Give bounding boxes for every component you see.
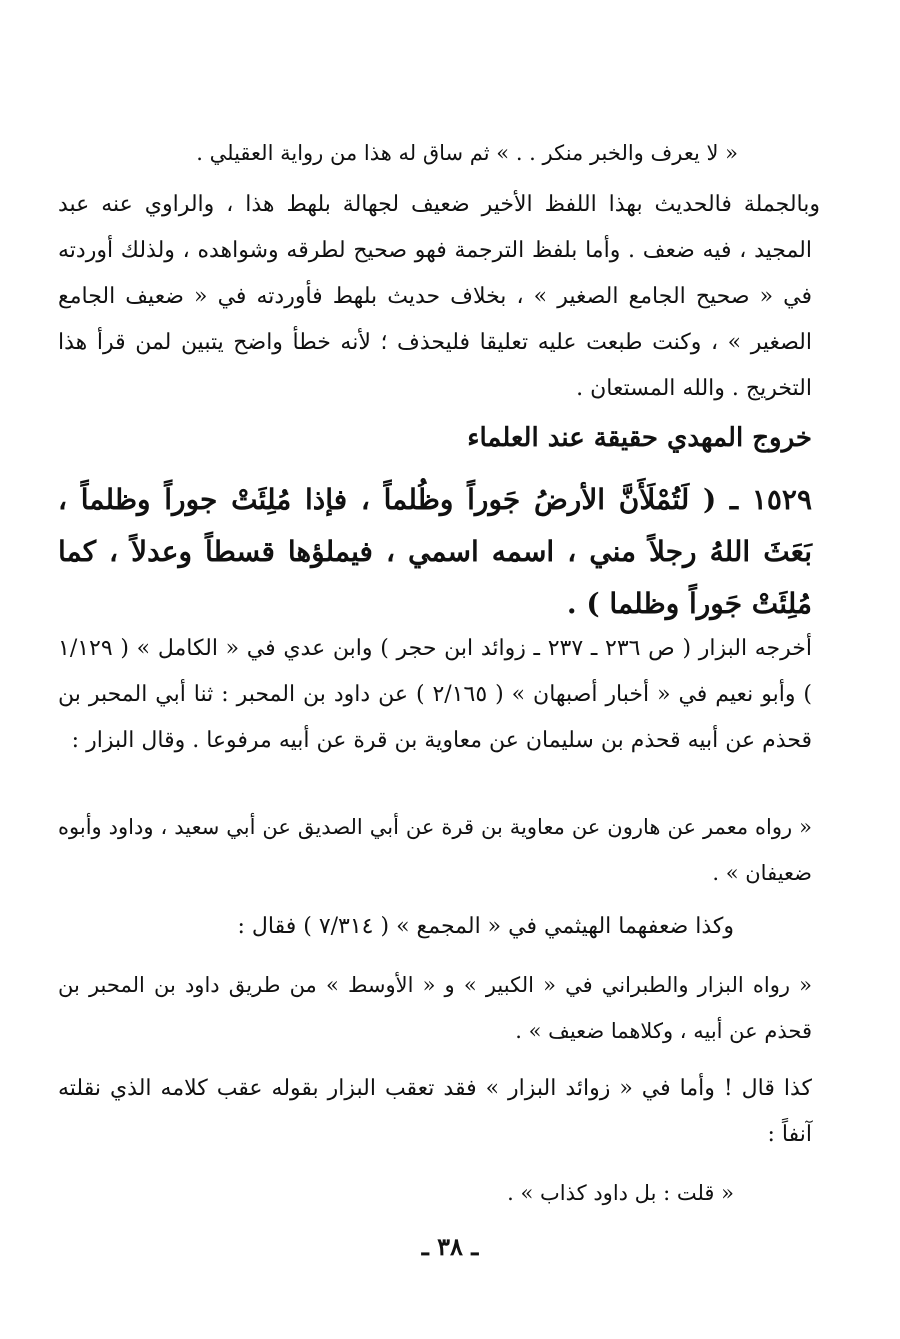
- paragraph-takhrij: أخرجه البزار ( ص ٢٣٦ ـ ٢٣٧ ـ زوائد ابن حجر ) وابن عدي في « الكامل » ( ١/١٢٩ ) وأبو نعيم في « أخبار أصبهان » ( ٢/١٦٥ ) عن داود بن المحبر : ثنا أبي المحبر بن قحذم عن أبيه قحذم بن سليمان عن معاوية بن قرة عن أبيه مرفوعا . وقال البزار :: [58, 636, 812, 753]
- hadith-text: ١٥٢٩ ـ ( لَتُمْلَأَنَّ الأرضُ جَوراً وظُلماً ، فإذا مُلِئَتْ جوراً وظلماً ، بَعَثَ اللهُ رجلاً مني ، اسمه اسمي ، فيملؤها قسطاً وعدلاً ، كما مُلِئَتْ جَوراً وظلما ) .: [58, 483, 812, 620]
- paragraph-conclusion: وبالجملة فالحديث بهذا اللفظ الأخير ضعيف لجهالة بلهط هذا ، والراوي عنه عبد المجيد ، فيه ضعف . وأما بلفظ الترجمة فهو صحيح لطرقه وشواهده ، ولذلك أوردته في « صحيح الجامع الصغير » ، بخلاف حديث بلهط فأوردته في « ضعيف الجامع الصغير » ، وكنت طبعت عليه تعليقا فليحذف ؛ لأنه خطأ واضح يتبين لمن قرأ هذا التخريج . والله المستعان .: [58, 192, 820, 401]
- quoted-paragraph-1: « لا يعرف والخبر منكر . . » ثم ساق له هذا من رواية العقيلي .: [196, 141, 738, 165]
- paragraph-comment: كذا قال ! وأما في « زوائد البزار » فقد تعقب البزار بقوله عقب كلامه الذي نقلته آنفاً :: [58, 1076, 812, 1147]
- page-number: ـ ٣٨ ـ: [421, 1232, 479, 1261]
- section-heading: خروج المهدي حقيقة عند العلماء: [467, 423, 812, 453]
- quoted-paragraph-bazzar: « رواه معمر عن هارون عن معاوية بن قرة عن أبي الصديق عن أبي سعيد ، وداود وأبوه ضعيفان » .: [58, 815, 812, 885]
- quoted-paragraph-final: « قلت : بل داود كذاب » .: [507, 1181, 734, 1205]
- quoted-paragraph-majma: « رواه البزار والطبراني في « الكبير » و « الأوسط » من طريق داود بن المحبر بن قحذم عن أبيه ، وكلاهما ضعيف » .: [58, 973, 812, 1043]
- paragraph-haythami: وكذا ضعفهما الهيثمي في « المجمع » ( ٧/٣١٤ ) فقال :: [237, 914, 734, 939]
